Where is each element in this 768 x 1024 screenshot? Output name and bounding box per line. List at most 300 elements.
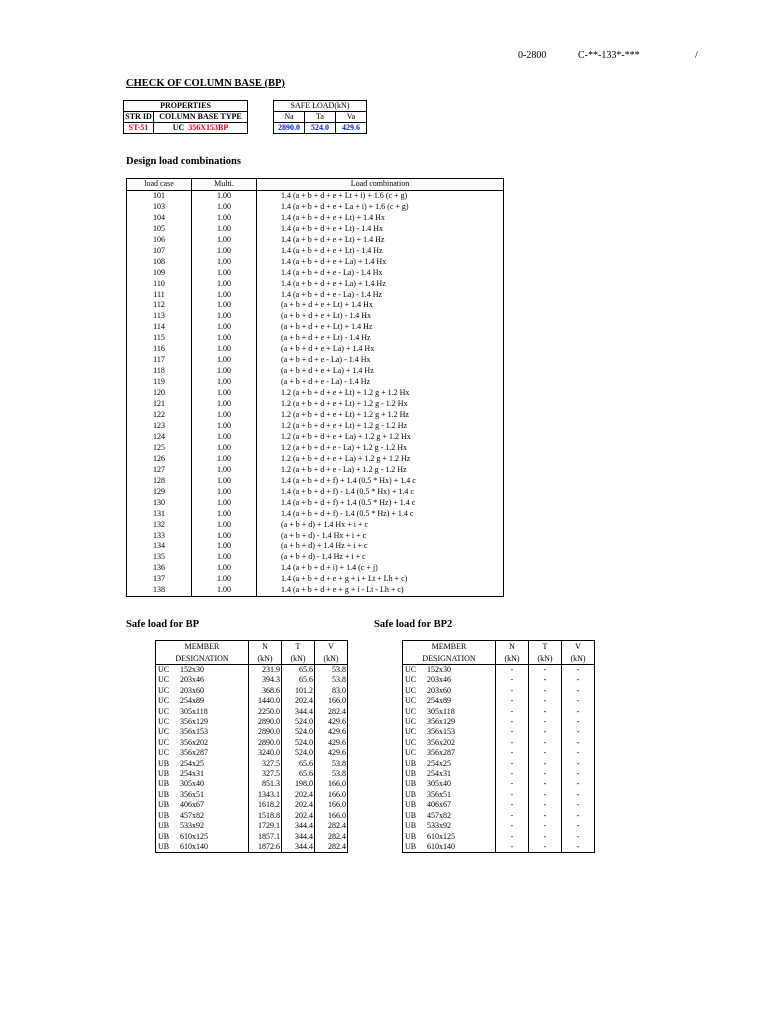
member-subheader-2: (kN) [529,653,562,665]
v-value: 166.0 [315,696,348,706]
member-size: 305x118 [180,706,208,716]
member-size: 254x31 [427,769,451,779]
v-value: - [562,738,595,748]
member-size: 305x40 [427,779,451,789]
combination-header-2: Load combination [257,179,504,191]
table-row [403,800,595,810]
multiplier: 1.00 [192,344,257,355]
member-header-2: T [529,641,562,653]
table-row [127,585,504,596]
t-value: 202.4 [282,696,315,706]
member-size: 610x140 [427,841,455,851]
load-case: 125 [127,443,192,454]
v-value: 429.6 [315,738,348,748]
load-case: 131 [127,509,192,520]
member-designation [156,665,249,676]
member-size: 356x287 [180,748,208,758]
table-row [403,707,595,717]
type-prefix: UC [172,123,185,132]
t-value: - [529,707,562,717]
t-value: 524.0 [282,727,315,737]
member-type: UC [158,717,170,727]
multiplier: 1.00 [192,300,257,311]
member-header-3: V [562,641,595,653]
load-combination: (a + b + d) + 1.4 Hx + i + c [257,520,504,531]
combination-header-row [127,179,504,191]
v-value: - [562,842,595,853]
t-value: 202.4 [282,800,315,810]
v-value: 83.0 [315,686,348,696]
table-row [127,388,504,399]
n-value: 1518.8 [249,811,282,821]
member-designation [403,738,496,748]
table-row [127,520,504,531]
member-subheader-1: (kN) [496,653,529,665]
t-value: 202.4 [282,790,315,800]
v-value: - [562,707,595,717]
table-row [403,738,595,748]
multiplier: 1.00 [192,202,257,213]
load-combination: 1.4 (a + b + d + e + g + i + Lt + Lh + c) [257,574,504,585]
multiplier: 1.00 [192,541,257,552]
table-row [127,574,504,585]
table-row [127,454,504,465]
n-value: - [496,790,529,800]
load-combination: 1.4 (a + b + d + e - La) - 1.4 Hz [257,290,504,301]
t-value: - [529,727,562,737]
v-value: 166.0 [315,811,348,821]
member-subheader-3: (kN) [562,653,595,665]
member-size: 610x125 [180,831,208,841]
load-case: 124 [127,432,192,443]
member-header-row [403,641,595,653]
member-designation [403,748,496,758]
load-case: 120 [127,388,192,399]
v-value: - [562,727,595,737]
member-designation [156,790,249,800]
member-subheader-2: (kN) [282,653,315,665]
table-row [156,759,348,769]
member-size: 356x202 [180,737,208,747]
t-value: 202.4 [282,811,315,821]
member-type: UB [405,758,417,768]
n-value: - [496,842,529,853]
multiplier: 1.00 [192,355,257,366]
member-type: UC [405,737,417,747]
member-designation [403,779,496,789]
v-value: 53.8 [315,759,348,769]
member-size: 356x287 [427,748,455,758]
n-value: - [496,811,529,821]
n-value: - [496,821,529,831]
design-load-title: Design load combinations [126,156,241,167]
member-designation [156,842,249,853]
n-value: - [496,727,529,737]
table-row [403,759,595,769]
n-value: 1857.1 [249,832,282,842]
properties-heading: PROPERTIES [124,101,248,112]
load-case: 112 [127,300,192,311]
t-value: 344.4 [282,707,315,717]
load-case: 108 [127,257,192,268]
multiplier: 1.00 [192,322,257,333]
load-combination: 1.4 (a + b + d + i) + 1.4 (c + j) [257,563,504,574]
member-type: UB [158,789,170,799]
t-value: - [529,686,562,696]
member-header-row-2 [403,653,595,665]
multiplier: 1.00 [192,333,257,344]
table-row [403,842,595,853]
t-value: 198.0 [282,779,315,789]
member-type: UC [405,748,417,758]
member-size: 610x140 [180,841,208,851]
t-value: - [529,800,562,810]
member-type: UC [405,727,417,737]
member-designation [403,665,496,676]
member-designation [156,707,249,717]
t-value: 65.6 [282,665,315,676]
member-size: 254x25 [180,758,204,768]
properties-table [123,100,248,134]
multiplier: 1.00 [192,246,257,257]
member-header-row-2 [156,653,348,665]
table-row [403,727,595,737]
table-row [156,727,348,737]
load-case: 110 [127,279,192,290]
table-row [127,498,504,509]
n-value: 3240.0 [249,748,282,758]
v-value: - [562,769,595,779]
load-case: 134 [127,541,192,552]
table-row [156,811,348,821]
t-value: 344.4 [282,842,315,853]
load-combination: 1.4 (a + b + d + f) + 1.4 (0.5 * Hz) + 1.4 c [257,498,504,509]
member-designation [156,759,249,769]
load-combination: 1.4 (a + b + d + e + Lt) + 1.4 Hz [257,235,504,246]
load-case: 115 [127,333,192,344]
n-value: 1618.2 [249,800,282,810]
v-value: - [562,759,595,769]
t-value: 65.6 [282,769,315,779]
table-row [127,235,504,246]
safe-load-value-ta: 524.0 [305,123,336,134]
load-case: 105 [127,224,192,235]
load-combination: 1.2 (a + b + d + e + Lt) + 1.2 g - 1.2 Hz [257,421,504,432]
n-value: - [496,717,529,727]
table-row [156,696,348,706]
member-subheader-0: DESIGNATION [403,653,496,665]
member-designation [156,696,249,706]
load-combination: (a + b + d + e - La) - 1.4 Hz [257,377,504,388]
table-row [127,257,504,268]
v-value: 429.6 [315,717,348,727]
table-row [403,665,595,676]
table-row [156,665,348,676]
t-value: - [529,821,562,831]
table-row [403,748,595,758]
table-row [403,686,595,696]
member-header-3: V [315,641,348,653]
t-value: - [529,790,562,800]
n-value: - [496,832,529,842]
v-value: - [562,832,595,842]
member-size: 356x51 [180,789,204,799]
member-type: UB [405,841,417,851]
table-row [156,832,348,842]
t-value: - [529,675,562,685]
multiplier: 1.00 [192,531,257,542]
member-header-1: N [496,641,529,653]
member-type: UB [405,789,417,799]
member-designation [403,800,496,810]
member-type: UB [405,821,417,831]
n-value: - [496,748,529,758]
table-row [127,421,504,432]
table-row [127,344,504,355]
n-value: 2890.0 [249,738,282,748]
member-subheader-3: (kN) [315,653,348,665]
member-subheader-1: (kN) [249,653,282,665]
member-type: UC [405,706,417,716]
load-combination: 1.4 (a + b + d + f) + 1.4 (0.5 * Hx) + 1.4 c [257,476,504,487]
table-row [403,790,595,800]
multiplier: 1.00 [192,563,257,574]
t-value: 524.0 [282,748,315,758]
member-designation [403,727,496,737]
table-row [127,311,504,322]
load-case: 113 [127,311,192,322]
multiplier: 1.00 [192,432,257,443]
member-designation [403,675,496,685]
load-case: 107 [127,246,192,257]
member-header-2: T [282,641,315,653]
table-row [127,552,504,563]
t-value: 101.2 [282,686,315,696]
member-designation [156,675,249,685]
member-size: 356x129 [180,717,208,727]
load-case: 109 [127,268,192,279]
v-value: - [562,686,595,696]
multiplier: 1.00 [192,585,257,596]
load-combination: 1.2 (a + b + d + e + Lt) + 1.2 g + 1.2 Hx [257,388,504,399]
n-value: - [496,707,529,717]
member-type: UC [158,737,170,747]
table-row [156,842,348,853]
load-case: 121 [127,399,192,410]
table-row [127,443,504,454]
load-combination: 1.4 (a + b + d + e + Lt) + 1.4 Hx [257,213,504,224]
load-case: 103 [127,202,192,213]
member-type: UC [405,675,417,685]
header-ref-2: C-**-133*-*** [578,50,640,61]
t-value: - [529,717,562,727]
multiplier: 1.00 [192,574,257,585]
member-type: UC [158,706,170,716]
str-id-value: ST-51 [124,123,154,134]
table-row [127,202,504,213]
n-value: 394.3 [249,675,282,685]
table-row [127,290,504,301]
member-size: 254x31 [180,769,204,779]
load-combination: 1.4 (a + b + d + f) - 1.4 (0.5 * Hx) + 1.4 c [257,487,504,498]
member-size: 457x82 [427,810,451,820]
v-value: 53.8 [315,769,348,779]
member-type: UC [405,696,417,706]
load-combination: (a + b + d) - 1.4 Hz + i + c [257,552,504,563]
member-size: 533x92 [427,821,451,831]
member-type: UC [158,685,170,695]
multiplier: 1.00 [192,465,257,476]
load-case: 117 [127,355,192,366]
member-designation [156,832,249,842]
table-row [156,738,348,748]
multiplier: 1.00 [192,190,257,201]
v-value: 282.4 [315,832,348,842]
load-combination: 1.2 (a + b + d + e + Lt) + 1.2 g + 1.2 Hz [257,410,504,421]
load-combination: 1.4 (a + b + d + e + Lt) - 1.4 Hz [257,246,504,257]
load-combination: (a + b + d + e + Lt) - 1.4 Hz [257,333,504,344]
load-combination: 1.4 (a + b + d + e - La) - 1.4 Hx [257,268,504,279]
load-combination: 1.2 (a + b + d + e - La) + 1.2 g - 1.2 Hx [257,443,504,454]
load-combination: 1.4 (a + b + d + e + g + i - Lt - Lh + c) [257,585,504,596]
multiplier: 1.00 [192,399,257,410]
n-value: 1440.0 [249,696,282,706]
load-case: 127 [127,465,192,476]
safe-load-table [273,100,367,134]
column-base-type-value [154,123,248,134]
v-value: - [562,800,595,810]
member-size: 305x118 [427,706,455,716]
t-value: - [529,832,562,842]
load-case: 122 [127,410,192,421]
table-row [127,268,504,279]
multiplier: 1.00 [192,487,257,498]
t-value: - [529,738,562,748]
multiplier: 1.00 [192,366,257,377]
n-value: 368.6 [249,686,282,696]
member-designation [156,779,249,789]
load-case: 133 [127,531,192,542]
load-case: 135 [127,552,192,563]
member-size: 305x40 [180,779,204,789]
v-value: - [562,675,595,685]
table-row [127,531,504,542]
member-type: UC [405,665,417,674]
multiplier: 1.00 [192,421,257,432]
load-combination: 1.2 (a + b + d + e + La) + 1.2 g + 1.2 Hz [257,454,504,465]
table-row [127,487,504,498]
member-subheader-0: DESIGNATION [156,653,249,665]
safe-load-col-ta: Ta [305,112,336,123]
member-size: 356x153 [180,727,208,737]
multiplier: 1.00 [192,476,257,487]
load-combination: 1.2 (a + b + d + e - La) + 1.2 g - 1.2 Hz [257,465,504,476]
member-size: 203x46 [427,675,451,685]
t-value: - [529,665,562,676]
t-value: 65.6 [282,759,315,769]
n-value: - [496,759,529,769]
member-type: UB [405,810,417,820]
v-value: 282.4 [315,821,348,831]
table-row [156,800,348,810]
n-value: 1872.6 [249,842,282,853]
load-case: 128 [127,476,192,487]
t-value: - [529,779,562,789]
load-case: 137 [127,574,192,585]
table-row [156,707,348,717]
member-designation [156,738,249,748]
member-header-0: MEMBER [403,641,496,653]
load-combination: (a + b + d + e - La) - 1.4 Hx [257,355,504,366]
load-combination: 1.4 (a + b + d + e + Lt) - 1.4 Hx [257,224,504,235]
member-header-1: N [249,641,282,653]
member-size: 356x129 [427,717,455,727]
member-type: UB [158,831,170,841]
member-designation [403,842,496,853]
load-combination: 1.2 (a + b + d + e + Lt) + 1.2 g - 1.2 Hx [257,399,504,410]
table-row [127,300,504,311]
member-size: 406x67 [427,800,451,810]
combination-header-1: Multi. [192,179,257,191]
t-value: 524.0 [282,717,315,727]
member-designation [403,811,496,821]
multiplier: 1.00 [192,520,257,531]
table-row [127,377,504,388]
table-row [127,366,504,377]
member-size: 254x89 [180,696,204,706]
load-case: 136 [127,563,192,574]
t-value: - [529,769,562,779]
table-row [127,213,504,224]
multiplier: 1.00 [192,213,257,224]
safe-load-col-na: Na [274,112,305,123]
member-designation [403,717,496,727]
member-designation [403,769,496,779]
t-value: 344.4 [282,832,315,842]
member-designation [156,717,249,727]
table-row [156,769,348,779]
bp-safe-load-table [155,640,348,853]
v-value: 282.4 [315,707,348,717]
n-value: - [496,675,529,685]
load-combination: (a + b + d + e + Lt) + 1.4 Hx [257,300,504,311]
safe-load-value-na: 2890.0 [274,123,305,134]
multiplier: 1.00 [192,388,257,399]
v-value: 53.8 [315,675,348,685]
table-row [127,333,504,344]
load-combination: 1.2 (a + b + d + e + La) + 1.2 g + 1.2 Hx [257,432,504,443]
member-designation [403,832,496,842]
member-type: UB [158,758,170,768]
member-designation [156,686,249,696]
member-type: UC [405,717,417,727]
table-row [403,832,595,842]
multiplier: 1.00 [192,498,257,509]
t-value: 344.4 [282,821,315,831]
table-row [127,476,504,487]
t-value: - [529,748,562,758]
member-size: 152x30 [427,665,451,674]
n-value: 231.9 [249,665,282,676]
multiplier: 1.00 [192,279,257,290]
member-type: UB [158,810,170,820]
t-value: - [529,759,562,769]
n-value: - [496,779,529,789]
v-value: - [562,748,595,758]
table-row [127,399,504,410]
n-value: 1343.1 [249,790,282,800]
load-case: 129 [127,487,192,498]
